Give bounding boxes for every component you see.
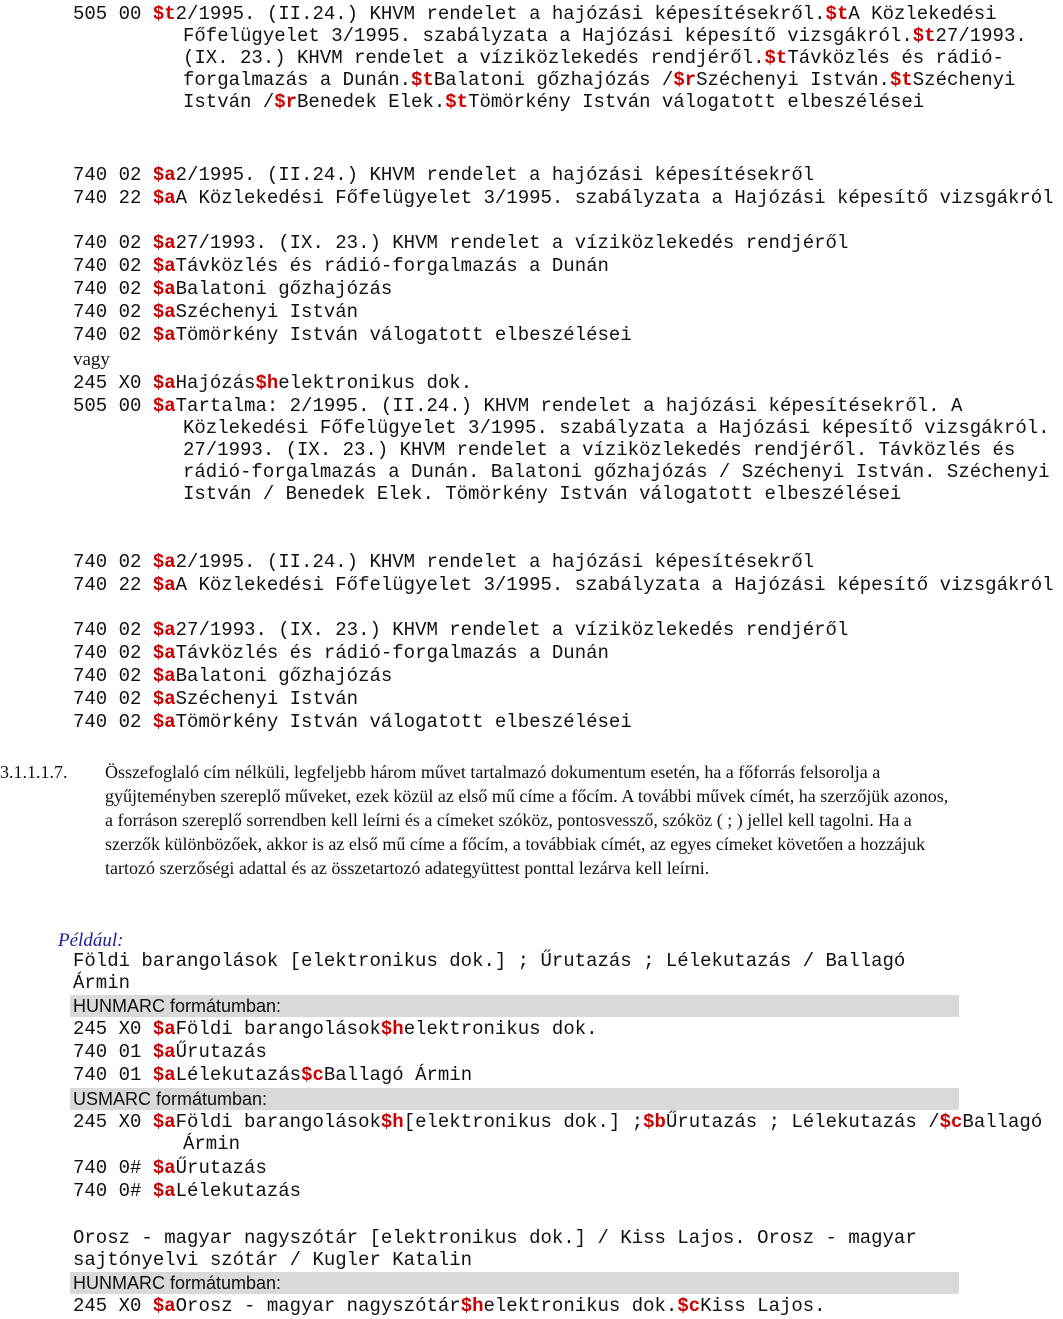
marc-field: [73, 324, 1063, 346]
subfield-value: Űrutazás ; Lélekutazás /: [665, 1111, 940, 1133]
subfield-value: A Közlekedési Főfelügyelet 3/1995. szabályzata a Hajózási képesítő vizsgákról: [175, 574, 1054, 596]
subfield-code: $c: [677, 1295, 701, 1317]
marc-tag: 740 02: [73, 324, 142, 346]
subfield-code: $a: [152, 395, 176, 417]
subfield-code: $a: [152, 1157, 176, 1179]
subfield-value: Lélekutazás: [175, 1064, 302, 1086]
marc-field: [73, 187, 1063, 209]
subfield-code: $a: [152, 1064, 176, 1086]
example2-title: Orosz - magyar nagyszótár [elektronikus dok.] / Kiss Lajos. Orosz - magyar sajtónyelvi szótár / Kugler Katalin: [73, 1227, 929, 1271]
marc-field: [73, 164, 1063, 186]
marc-field: [73, 1041, 1063, 1063]
marc-field: [73, 232, 1063, 254]
marc-tag: 740 02: [73, 232, 142, 254]
marc-field: [73, 1111, 1063, 1155]
marc-tag: 740 22: [73, 187, 142, 209]
subfield-code: $a: [152, 551, 176, 573]
section-number: 3.1.1.1.7.: [0, 762, 68, 782]
subfield-value: Űrutazás: [175, 1157, 267, 1179]
marc-field: [73, 372, 1063, 394]
marc-tag: 740 02: [73, 711, 142, 733]
subfield-code: $a: [152, 574, 176, 596]
subfield-value: Széchenyi István: [175, 688, 359, 710]
subfield-value: Lélekutazás: [175, 1180, 302, 1202]
subfield-code: $t: [445, 91, 469, 113]
subfield-code: $h: [380, 1111, 404, 1133]
subfield-value: 2/1995. (II.24.) KHVM rendelet a hajózási képesítésekről: [175, 164, 815, 186]
marc-tag: 740 0#: [73, 1180, 142, 1202]
marc-tag: 245 X0: [73, 1295, 142, 1317]
subfield-value: 27/1993. (IX. 23.) KHVM rendelet a víziközlekedés rendjéről: [175, 619, 849, 641]
marc-tag: 740 02: [73, 665, 142, 687]
marc-tag: 740 02: [73, 278, 142, 300]
subfield-value: Ballagó Ármin: [183, 1111, 1054, 1155]
marc-tag: 740 01: [73, 1041, 142, 1063]
subfield-value: Kiss Lajos.: [700, 1295, 826, 1317]
subfield-value: Távközlés és rádió-forgalmazás a Dunán: [175, 642, 609, 664]
subfield-code: $t: [764, 47, 788, 69]
subfield-value: Távközlés és rádió-forgalmazás a Dunán: [175, 255, 609, 277]
marc-tag: 245 X0: [73, 372, 142, 394]
subfield-code: $a: [152, 642, 176, 664]
subfield-code: $a: [152, 711, 176, 733]
subfield-code: $a: [152, 688, 176, 710]
marc-tag: 740 02: [73, 255, 142, 277]
subfield-value: elektronikus dok.: [403, 1018, 598, 1040]
subfield-value: Tömörkény István válogatott elbeszélései: [175, 711, 632, 733]
subfield-code: $c: [301, 1064, 324, 1086]
subfield-code: $a: [152, 1295, 176, 1317]
marc-tag: 740 0#: [73, 1157, 142, 1179]
subfield-value: 27/1993. (IX. 23.) KHVM rendelet a víziközlekedés rendjéről.: [183, 25, 1039, 69]
marc-tag: 740 22: [73, 574, 142, 596]
subfield-code: $b: [643, 1111, 666, 1133]
marc-tag: 740 02: [73, 551, 142, 573]
subfield-code: $a: [152, 665, 176, 687]
subfield-code: $a: [152, 278, 176, 300]
subfield-value: Balatoni gőzhajózás: [175, 665, 393, 687]
example-label: Például:: [58, 930, 124, 951]
marc-field: [73, 395, 1063, 505]
marc-tag: 740 02: [73, 688, 142, 710]
subfield-code: $r: [274, 91, 298, 113]
hunmarc-label: HUNMARC formátumban:: [70, 995, 959, 1017]
marc-tag: 740 02: [73, 619, 142, 641]
subfield-value: Tartalma: 2/1995. (II.24.) KHVM rendelet a hajózási képesítésekről. A Közlekedési Főfelügyelet 3/1995. szabályzata a Hajózási képesítő vizsgákról. 27/1993. (IX. 23.) KHVM rendelet a víziközlekedés rendjéről. Távközlés és rádió-forgalmazás a Dunán. Balatoni gőzhajózás / Széchenyi István. Széchenyi István / Benedek Elek. Tömörkény István válogatott elbeszélései: [175, 395, 1061, 505]
subfield-value: Balatoni gőzhajózás /: [433, 69, 674, 91]
subfield-value: Balatoni gőzhajózás: [175, 278, 393, 300]
subfield-value: Földi barangolások: [175, 1018, 381, 1040]
subfield-code: $a: [152, 1041, 176, 1063]
subfield-value: 2/1995. (II.24.) KHVM rendelet a hajózási képesítésekről.: [175, 3, 826, 25]
marc-tag: 245 X0: [73, 1018, 142, 1040]
marc-tag: 740 02: [73, 642, 142, 664]
marc-tag: 740 02: [73, 301, 142, 323]
subfield-code: $a: [152, 1180, 176, 1202]
marc-tag: 505 00: [73, 395, 142, 417]
section-text: Összefoglaló cím nélküli, legfeljebb három művet tartalmazó dokumentum esetén, ha a főforrás felsorolja a gyűjteményben szereplő műveket, ezek közül az első mű címe a főcím. A további művek címét, ha szerzőjük azonos, a forráson szereplő sorrendben kell leírni és a címeket szóköz, pontosvessző, szóköz ( ; ) jellel kell tagolni. Ha a szerzők különbözőek, akkor is az első mű címe a főcím, a továbbiak címét, az egyes címeket követően a hozzájuk tartozó szerzőségi adattal és az összetartozó adategyüttest ponttal lezárva kell leírni.: [105, 762, 949, 878]
subfield-code: $a: [152, 372, 176, 394]
subfield-value: Űrutazás: [175, 1041, 267, 1063]
subfield-value: A Közlekedési Főfelügyelet 3/1995. szabályzata a Hajózási képesítő vizsgákról: [175, 187, 1054, 209]
marc-field: [73, 1064, 1063, 1086]
subfield-code: $a: [152, 301, 176, 323]
subfield-value: Földi barangolások: [175, 1111, 381, 1133]
marc-tag: 245 X0: [73, 1111, 142, 1133]
subfield-value: Széchenyi István.: [696, 69, 890, 91]
subfield-value: [elektronikus dok.] ;: [403, 1111, 644, 1133]
subfield-value: elektronikus dok.: [483, 1295, 678, 1317]
subfield-code: $h: [380, 1018, 404, 1040]
subfield-value: Széchenyi István /: [183, 69, 1027, 113]
subfield-value: Tömörkény István válogatott elbeszélései: [468, 91, 925, 113]
subfield-code: $a: [152, 324, 176, 346]
example1-title: Földi barangolások [elektronikus dok.] ; Űrutazás ; Lélekutazás / Ballagó Ármin: [73, 950, 917, 994]
marc-field: [73, 688, 1063, 710]
subfield-code: $c: [939, 1111, 963, 1133]
marc-field: [73, 619, 1063, 641]
subfield-code: $t: [889, 69, 913, 91]
marc-tag: 505 00: [73, 3, 142, 25]
marc-field: [73, 255, 1063, 277]
marc-field: [73, 665, 1063, 687]
subfield-code: $t: [912, 25, 936, 47]
subfield-code: $h: [255, 372, 279, 394]
marc-field: [73, 642, 1063, 664]
subfield-value: A Közlekedési Főfelügyelet 3/1995. szabályzata a Hajózási képesítő vizsgákról.: [183, 3, 1008, 47]
marc-field: [73, 711, 1063, 733]
marc-field: [73, 3, 1063, 113]
example2-hunmarc-label: HUNMARC formátumban:: [70, 1272, 959, 1294]
marc-field: [73, 278, 1063, 300]
subfield-code: $t: [411, 69, 434, 91]
subfield-code: $a: [152, 187, 176, 209]
subfield-code: $t: [825, 3, 849, 25]
marc-field: [73, 551, 1063, 573]
subfield-value: Távközlés és rádió-forgalmazás a Dunán.: [183, 47, 1004, 91]
subfield-value: Orosz - magyar nagyszótár: [175, 1295, 461, 1317]
usmarc-label: USMARC formátumban:: [70, 1088, 959, 1110]
subfield-code: $r: [673, 69, 697, 91]
subfield-value: Ballagó Ármin: [323, 1064, 473, 1086]
subfield-value: Széchenyi István: [175, 301, 359, 323]
subfield-value: elektronikus dok.: [278, 372, 473, 394]
marc-tag: 740 01: [73, 1064, 142, 1086]
subfield-code: $t: [152, 3, 176, 25]
subfield-value: 27/1993. (IX. 23.) KHVM rendelet a víziközlekedés rendjéről: [175, 232, 849, 254]
marc-field: [73, 1295, 1063, 1317]
subfield-value: Benedek Elek.: [297, 91, 446, 113]
subfield-code: $a: [152, 255, 176, 277]
marc-field: [73, 574, 1063, 596]
subfield-value: Hajózás: [175, 372, 256, 394]
alternative-label: vagy: [73, 349, 110, 370]
marc-tag: 740 02: [73, 164, 142, 186]
marc-field: [73, 301, 1063, 323]
subfield-code: $a: [152, 619, 176, 641]
marc-field: [73, 1180, 1063, 1202]
subfield-code: $a: [152, 1111, 176, 1133]
subfield-code: $a: [152, 164, 176, 186]
subfield-code: $a: [152, 232, 176, 254]
marc-field: [73, 1157, 1063, 1179]
subfield-value: 2/1995. (II.24.) KHVM rendelet a hajózási képesítésekről: [175, 551, 815, 573]
subfield-code: $h: [460, 1295, 484, 1317]
subfield-value: Tömörkény István válogatott elbeszélései: [175, 324, 632, 346]
subfield-code: $a: [152, 1018, 176, 1040]
marc-field: [73, 1018, 1063, 1040]
